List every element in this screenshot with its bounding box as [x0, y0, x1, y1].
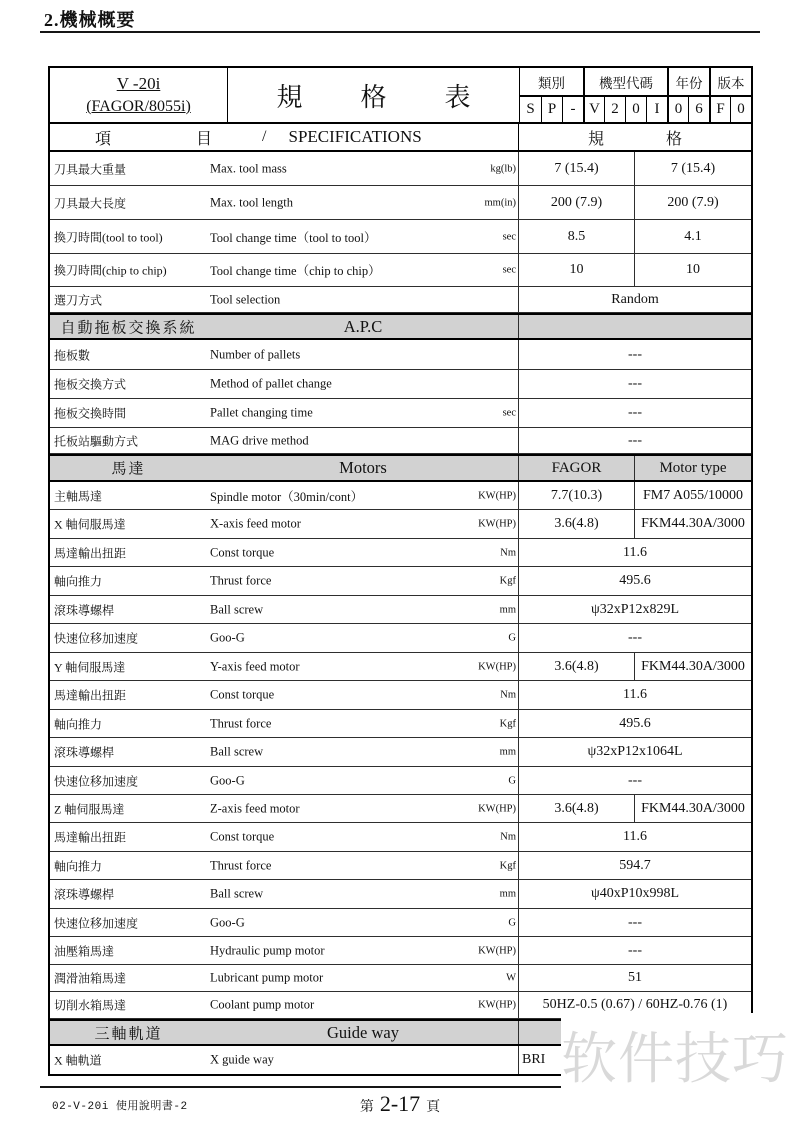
value-cell: 495.6	[619, 573, 651, 588]
spec-row	[50, 340, 751, 370]
item-cell	[50, 456, 519, 480]
code-group-label: 類別	[538, 75, 565, 91]
columns-header	[50, 124, 751, 152]
item-cell	[50, 852, 519, 879]
value-cell: 495.6	[619, 715, 651, 731]
item-unit: Nm	[500, 547, 516, 558]
header-rule	[40, 31, 760, 33]
code-letter-cell: F	[709, 97, 730, 122]
item-label-zh: 換刀時間(chip to chip)	[54, 263, 167, 278]
section-label-en: A.P.C	[343, 316, 383, 336]
item-label-zh: 快速位移加速度	[54, 916, 139, 930]
item-label-zh: 切削水箱馬達	[54, 998, 127, 1013]
spec-row	[50, 823, 751, 852]
item-unit: W	[506, 972, 516, 984]
section-label-zh: 三軸軌道	[94, 1026, 163, 1042]
model-controller: (FAGOR/8055i)	[86, 98, 191, 115]
item-label-en: Const torque	[210, 829, 275, 844]
spec-column-header	[519, 124, 751, 150]
item-cell	[50, 880, 519, 908]
value-cell: 50HZ-0.5 (0.67) / 60HZ-0.76 (1)	[542, 997, 728, 1012]
spec-row	[50, 653, 751, 681]
value-cell: ψ40xP10x998L	[590, 886, 680, 901]
value-cell: 11.6	[623, 687, 647, 702]
value-cell: ---	[628, 432, 642, 448]
item-cell	[50, 937, 519, 964]
item-label-en: Thrust force	[210, 573, 272, 588]
value-cell: ---	[628, 772, 642, 788]
spec-row	[50, 567, 751, 596]
item-label-en: Ball screw	[210, 602, 264, 616]
value-cell: 11.6	[623, 544, 647, 560]
footer-page-suffix: 頁	[426, 1100, 441, 1115]
section-label-zh: 馬達	[111, 461, 146, 478]
items-header-zh1: 項	[95, 130, 112, 148]
spec-header-zh2: 格	[666, 130, 683, 148]
item-label-zh: 換刀時間(tool to tool)	[54, 230, 163, 244]
item-cell	[50, 428, 519, 453]
item-cell	[50, 1021, 519, 1044]
value-cell-1: 10	[519, 254, 635, 286]
item-label-en: Tool change time（tool to tool）	[210, 230, 377, 245]
value-cell-1: 3.6(4.8)	[519, 510, 635, 538]
item-label-en: Max. tool mass	[210, 161, 287, 175]
item-cell	[50, 710, 519, 737]
item-unit: sec	[502, 231, 516, 242]
value-cell: ---	[628, 376, 642, 391]
code-letter-row	[520, 97, 751, 122]
code-letter-cell: -	[562, 97, 583, 122]
item-unit: KW(HP)	[478, 803, 516, 814]
item-label-zh: 軸向推力	[54, 859, 103, 873]
item-label-zh: X 軸伺服馬達	[54, 517, 126, 532]
item-unit: mm(in)	[484, 197, 516, 208]
item-label-zh: 拖板交換方式	[54, 377, 127, 392]
value-cell-2: FKM44.30A/3000	[641, 516, 745, 531]
item-cell	[50, 539, 519, 566]
value-cell: ---	[628, 346, 642, 362]
section-label-zh: 自動拖板交換系統	[60, 320, 197, 336]
value-column-header-1: FAGOR	[519, 456, 635, 480]
code-letter-cell: 2	[604, 97, 625, 122]
value-cell: BRI	[522, 1052, 546, 1067]
item-unit: kg(lb)	[490, 163, 516, 174]
model-code-block	[520, 68, 751, 122]
value-cell-2: FKM44.30A/3000	[641, 658, 745, 674]
item-label-zh: 滾珠導螺桿	[54, 745, 115, 760]
item-cell	[50, 823, 519, 851]
item-label-zh: 滾珠導螺桿	[54, 603, 115, 617]
spec-table	[48, 66, 753, 1076]
table-header	[50, 68, 751, 124]
spec-row	[50, 370, 751, 399]
code-letter-cell: 0	[730, 97, 751, 122]
item-cell	[50, 315, 519, 338]
value-cell-2: FM7 A055/10000	[643, 487, 743, 503]
item-label-en: Tool change time（chip to chip）	[210, 264, 381, 278]
item-label-en: Goo-G	[210, 915, 245, 929]
item-label-zh: Z 軸伺服馬達	[54, 802, 125, 816]
section-header-row	[50, 454, 751, 482]
item-label-zh: X 軸軌道	[54, 1053, 102, 1068]
section-header-row	[50, 313, 751, 340]
spec-row	[50, 767, 751, 795]
item-cell	[50, 624, 519, 652]
item-label-en: Lubricant pump motor	[210, 970, 324, 985]
item-label-en: Pallet changing time	[210, 405, 313, 420]
section-label-en: Guide way	[327, 1022, 399, 1042]
spec-row	[50, 710, 751, 738]
items-header-zh2: 目	[196, 130, 213, 148]
item-unit: KW(HP)	[478, 490, 516, 501]
value-cell: 11.6	[623, 829, 647, 844]
item-cell	[50, 992, 519, 1018]
item-label-en: Coolant pump motor	[210, 997, 315, 1012]
item-cell	[50, 1046, 519, 1074]
spec-header-zh1: 規	[587, 130, 604, 148]
item-cell	[50, 681, 519, 709]
spec-row	[50, 937, 751, 965]
spec-row	[50, 795, 751, 823]
spec-row	[50, 880, 751, 909]
item-cell	[50, 596, 519, 623]
spec-row	[50, 624, 751, 653]
item-label-en: Thrust force	[210, 858, 272, 872]
item-label-en: Tool selection	[210, 292, 281, 306]
spec-row	[50, 399, 751, 428]
item-label-zh: 滾珠導螺桿	[54, 887, 115, 902]
item-unit: sec	[502, 264, 516, 276]
spec-row	[50, 220, 751, 254]
section-value-area	[519, 315, 751, 338]
code-group-label: 機型代碼	[583, 68, 667, 95]
item-cell	[50, 287, 519, 312]
item-cell	[50, 152, 519, 185]
item-unit: Kgf	[499, 718, 516, 729]
item-label-zh: 馬達輸出扭距	[54, 688, 127, 703]
item-label-en: Const torque	[210, 687, 275, 702]
spec-rows	[50, 152, 751, 1074]
value-cell-2: 7 (15.4)	[670, 160, 716, 176]
item-label-zh: 刀具最大長度	[54, 196, 127, 210]
items-header-separator: /	[262, 128, 267, 145]
watermark: 软件技巧	[561, 1013, 800, 1097]
item-label-zh: 快速位移加速度	[54, 631, 139, 646]
value-cell: ---	[628, 942, 642, 958]
item-cell	[50, 965, 519, 991]
item-cell	[50, 220, 519, 253]
code-letter-cell: 0	[625, 97, 646, 122]
value-cell-2: 200 (7.9)	[667, 194, 719, 210]
table-title	[228, 68, 529, 122]
item-cell	[50, 795, 519, 822]
items-header	[50, 124, 519, 150]
item-unit: KW(HP)	[478, 661, 516, 672]
value-cell-1: 3.6(4.8)	[519, 653, 635, 680]
item-cell	[50, 567, 519, 595]
item-label-zh: 主軸馬達	[54, 489, 103, 503]
item-label-en: Ball screw	[210, 886, 264, 901]
item-label-zh: Y 軸伺服馬達	[54, 660, 126, 674]
value-cell: ψ32xP12x829L	[590, 601, 680, 617]
chapter-title: 2.機械概要	[44, 10, 136, 30]
footer-page-value: 2-17	[379, 1091, 421, 1116]
spec-row	[50, 254, 751, 287]
spec-row	[50, 428, 751, 454]
spec-row	[50, 186, 751, 220]
item-label-zh: 拖板數	[54, 348, 91, 362]
item-label-zh: 快速位移加速度	[54, 774, 139, 788]
value-cell-2: 4.1	[684, 228, 702, 244]
value-cell: Random	[611, 291, 659, 307]
item-unit: mm	[499, 746, 516, 758]
value-cell-1: 3.6(4.8)	[519, 795, 635, 822]
value-cell-1: 8.5	[519, 220, 635, 253]
code-letter-cell: V	[583, 97, 604, 122]
item-label-en: Max. tool length	[210, 195, 293, 209]
spec-row	[50, 965, 751, 992]
item-label-en: Const torque	[210, 545, 275, 559]
item-label-en: MAG drive method	[210, 433, 309, 447]
item-label-en: Hydraulic pump motor	[210, 943, 325, 957]
spec-row	[50, 852, 751, 880]
item-label-en: X-axis feed motor	[210, 516, 301, 531]
code-letter-cell: 6	[688, 97, 709, 122]
value-cell: ---	[628, 405, 642, 420]
item-label-en: Number of pallets	[210, 347, 301, 361]
item-label-en: Goo-G	[210, 630, 245, 645]
value-cell-2: 10	[686, 262, 700, 277]
item-unit: Nm	[500, 689, 516, 701]
item-label-zh: 軸向推力	[54, 574, 103, 589]
spec-row	[50, 539, 751, 567]
item-unit: KW(HP)	[478, 999, 516, 1011]
item-unit: Kgf	[499, 575, 516, 587]
code-letter-cell: I	[646, 97, 667, 122]
value-cell-1: 7.7(10.3)	[519, 482, 635, 509]
item-unit: Kgf	[499, 860, 516, 871]
item-label-zh: 潤滑油箱馬達	[54, 971, 127, 986]
item-cell	[50, 186, 519, 219]
item-label-zh: 油壓箱馬達	[54, 944, 115, 958]
value-cell: 594.7	[619, 857, 651, 873]
item-unit: sec	[502, 407, 516, 419]
code-letter-cell: S	[526, 101, 535, 117]
item-unit: KW(HP)	[478, 945, 516, 956]
value-column-header-2: Motor type	[659, 459, 727, 476]
item-unit: KW(HP)	[478, 518, 516, 530]
item-label-en: Y-axis feed motor	[210, 659, 300, 673]
item-label-en: Ball screw	[210, 744, 264, 759]
item-cell	[50, 909, 519, 936]
item-label-en: Spindle motor（30min/cont）	[210, 489, 364, 504]
model-cell	[50, 68, 228, 122]
item-label-en: Z-axis feed motor	[210, 801, 300, 815]
item-unit: G	[508, 917, 516, 928]
item-label-zh: 托板站驅動方式	[54, 434, 139, 448]
spec-row	[50, 738, 751, 767]
spec-row	[50, 681, 751, 710]
item-label-zh: 選刀方式	[54, 293, 103, 307]
item-label-zh: 刀具最大重量	[54, 162, 127, 176]
item-label-zh: 軸向推力	[54, 717, 103, 731]
item-unit: mm	[499, 604, 516, 615]
item-unit: Nm	[500, 831, 516, 843]
spec-row	[50, 510, 751, 539]
item-label-en: Goo-G	[210, 773, 245, 787]
item-label-en: Thrust force	[210, 716, 272, 730]
item-cell	[50, 767, 519, 794]
item-cell	[50, 738, 519, 766]
item-cell	[50, 482, 519, 509]
item-cell	[50, 254, 519, 286]
item-label-en: X guide way	[210, 1052, 274, 1067]
spec-row	[50, 596, 751, 624]
item-label-zh: 馬達輸出扭距	[54, 830, 127, 845]
item-label-zh: 拖板交換時間	[54, 406, 127, 421]
item-cell	[50, 340, 519, 369]
value-cell-2: FKM44.30A/3000	[641, 800, 745, 816]
spec-row	[50, 287, 751, 313]
code-letter-cell: 0	[667, 97, 688, 122]
item-cell	[50, 510, 519, 538]
spec-row	[50, 152, 751, 186]
model-name: V -20i	[116, 74, 161, 93]
item-unit: mm	[499, 888, 516, 900]
section-label-en: Motors	[339, 458, 387, 477]
value-cell-1: 200 (7.9)	[519, 186, 635, 219]
item-unit: G	[508, 632, 516, 644]
footer-doc-id: 02-V-20i 使用說明書-2	[52, 1101, 188, 1113]
spec-row	[50, 909, 751, 937]
value-cell: ψ32xP12x1064L	[587, 744, 683, 759]
item-cell	[50, 399, 519, 427]
code-group-label: 版本	[709, 68, 751, 95]
item-cell	[50, 370, 519, 398]
table-title-text: 規格表	[276, 82, 529, 112]
item-cell	[50, 653, 519, 680]
code-group-label: 年份	[667, 68, 709, 95]
spec-row	[50, 482, 751, 510]
footer-page-prefix: 第	[359, 1100, 374, 1115]
value-cell: ---	[628, 630, 642, 645]
item-label-en: Method of pallet change	[210, 376, 332, 391]
item-label-zh: 馬達輸出扭距	[54, 546, 127, 560]
items-header-en: SPECIFICATIONS	[288, 127, 422, 146]
value-cell-1: 7 (15.4)	[519, 152, 635, 185]
item-unit: G	[508, 775, 516, 786]
code-group-row	[520, 68, 751, 97]
value-cell: 51	[628, 970, 642, 985]
code-letter-cell: P	[541, 97, 562, 122]
value-cell: ---	[628, 914, 642, 930]
